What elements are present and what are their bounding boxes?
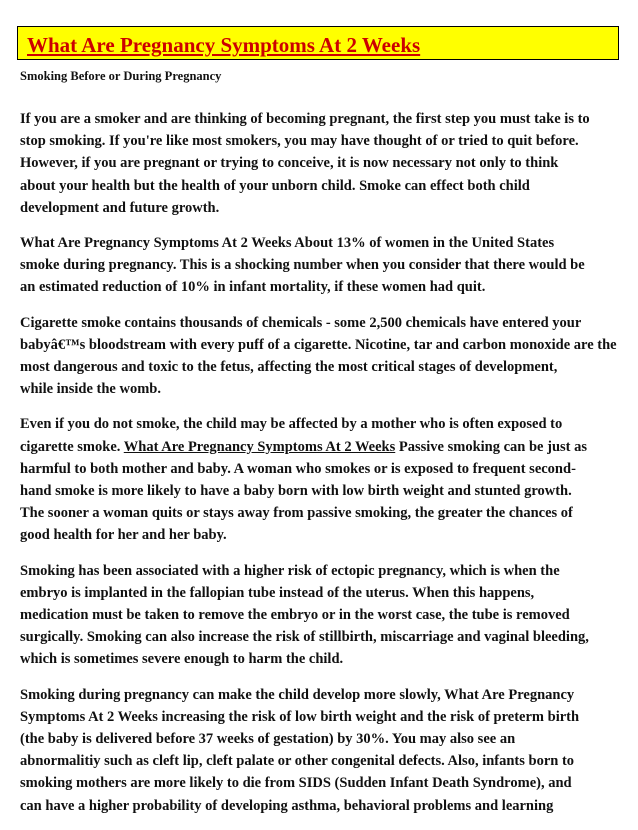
text-segment: Passive smoking can be just as (395, 438, 587, 455)
text-segment: cigarette smoke. (20, 438, 124, 455)
text-line: abnormalitiy such as cleft lip, cleft palate or other congenital defects. Also, infants born to (20, 753, 575, 770)
text-line: The sooner a woman quits or stays away from passive smoking, the greater the chances of (20, 505, 573, 522)
text-line: However, if you are pregnant or trying to conceive, it is now necessary not only to think (20, 155, 559, 172)
text-line: What Are Pregnancy Symptoms At 2 Weeks About 13% of women in the United States (20, 235, 555, 252)
text-line: (the baby is delivered before 37 weeks of gestation) by 30%. You may also see an (20, 731, 516, 748)
paragraph-1 (20, 108, 638, 219)
text-line: can have a higher probability of developing asthma, behavioral problems and learning (20, 797, 554, 814)
text-line: development and future growth. (20, 199, 220, 216)
text-line: If you are a smoker and are thinking of becoming pregnant, the first step you must take is to (20, 111, 590, 127)
title-banner (17, 26, 619, 60)
text-line: Symptoms At 2 Weeks increasing the risk of low birth weight and the risk of preterm birth (20, 708, 580, 725)
text-line: Smoking has been associated with a higher risk of ectopic pregnancy, which is when the (20, 562, 560, 579)
article-link[interactable]: What Are Pregnancy Symptoms At 2 Weeks (123, 438, 396, 455)
text-line: smoke during pregnancy. This is a shocking number when you consider that there would be (20, 257, 585, 274)
text-line: babyâ€™s bloodstream with every puff of a cigarette. Nicotine, tar and carbon monoxide are the (20, 336, 617, 353)
text-line: embryo is implanted in the fallopian tube instead of the uterus. When this happens, (20, 584, 535, 601)
paragraph-4 (20, 413, 638, 546)
text-line: stop smoking. If you're like most smokers, you may have thought of or tried to quit before. (20, 133, 579, 150)
text-line: hand smoke is more likely to have a baby born with low birth weight and stunted growth. (20, 483, 572, 500)
text-line: which is sometimes severe enough to harm the child. (20, 651, 344, 668)
text-line: harmful to both mother and baby. A woman who smokes or is exposed to frequent second- (20, 460, 576, 477)
subtitle: Smoking Before or During Pregnancy (20, 69, 222, 83)
text-line: surgically. Smoking can also increase the risk of stillbirth, miscarriage and vaginal bleeding, (20, 629, 589, 646)
text-line: medication must be taken to remove the embryo or in the worst case, the tube is removed (20, 607, 570, 624)
text-line: good health for her and her baby. (20, 527, 227, 544)
paragraph-2 (20, 232, 638, 299)
paragraph-3 (20, 312, 638, 401)
page-title: What Are Pregnancy Symptoms At 2 Weeks (27, 33, 421, 57)
text-line: while inside the womb. (20, 381, 161, 398)
text-line: most dangerous and toxic to the fetus, affecting the most critical stages of development, (20, 359, 558, 376)
paragraph-5 (20, 560, 638, 671)
text-line: smoking mothers are more likely to die from SIDS (Sudden Infant Death Syndrome), and (20, 775, 572, 792)
text-line-with-link (20, 436, 638, 458)
text-line: about your health but the health of your unborn child. Smoke can effect both child (20, 177, 530, 194)
text-line: an estimated reduction of 10% in infant mortality, if these women had quit. (20, 279, 486, 296)
text-line: Even if you do not smoke, the child may be affected by a mother who is often exposed to (20, 416, 563, 433)
text-line: Smoking during pregnancy can make the child develop more slowly, What Are Pregnancy (20, 686, 575, 703)
paragraph-6 (20, 684, 638, 817)
article-body (20, 108, 638, 830)
text-line: Cigarette smoke contains thousands of chemicals - some 2,500 chemicals have entered your (20, 314, 582, 331)
